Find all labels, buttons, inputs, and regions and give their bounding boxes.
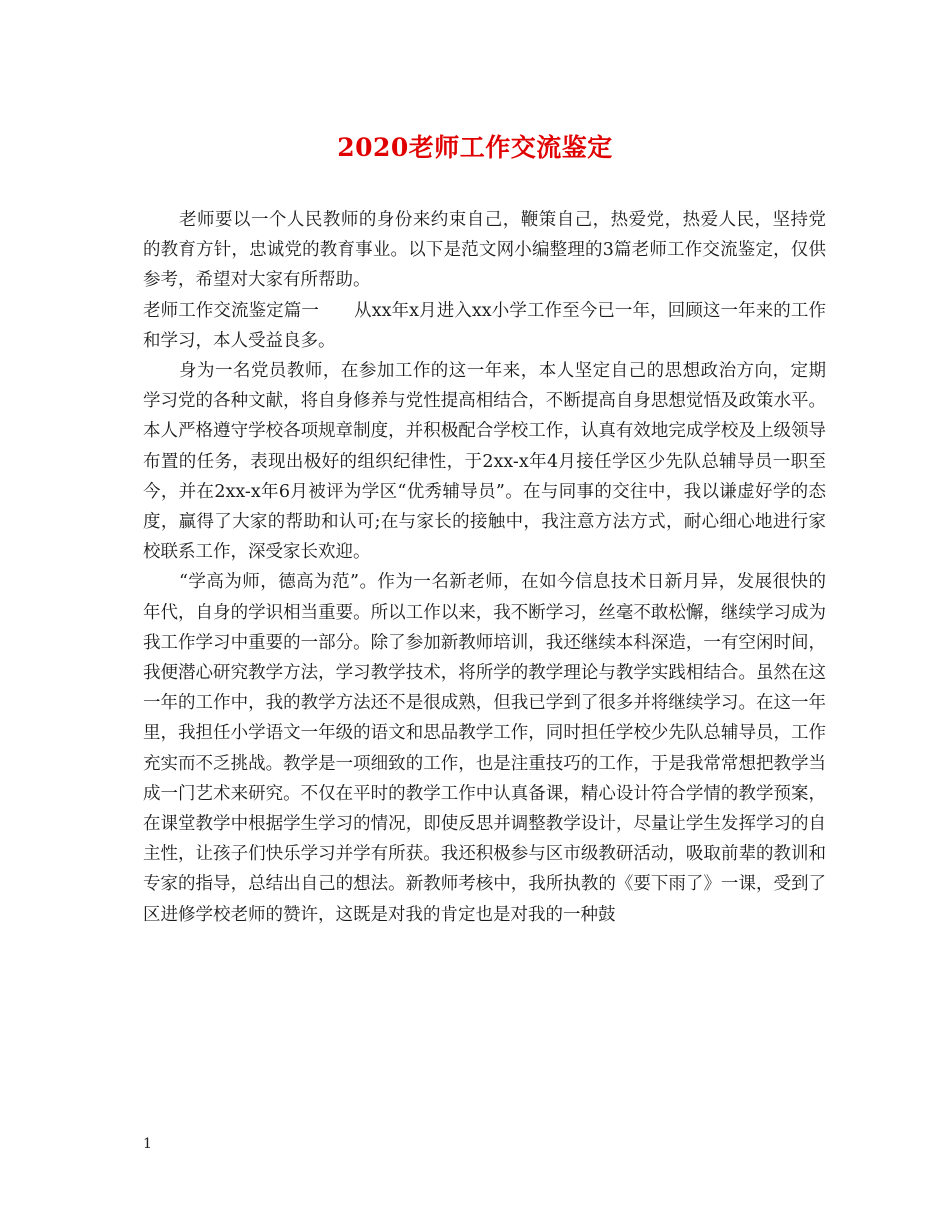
intro-paragraph: 老师要以一个人民教师的身份来约束自己，鞭策自己，热爱党，热爱人民，坚持党的教育方针，忠诚党的教育事业。以下是范文网小编整理的3篇老师工作交流鉴定，仅供参考，希望对大家有所帮助。 — [143, 210, 826, 291]
section-heading-paragraph: 老师工作交流鉴定篇一 从xx年x月进入xx小学工作至今已一年，回顾这一年来的工作和学习，本人受益良多。 — [143, 300, 826, 351]
body-paragraph: 身为一名党员教师，在参加工作的这一年来，本人坚定自己的思想政治方向，定期学习党的各种文献，将自身修养与党性提高相结合，不断提高自身思想觉悟及政策水平。本人严格遵守学校各项规章制度，并积极配合学校工作，认真有效地完成学校及上级领导布置的任务，表现出极好的组织纪律性，于2xx-x年4月接任学区少先队总辅导员一职至今，并在2xx-x年6月被评为学区“优秀辅导员”。在与同事的交往中，我以谦虚好学的态度，赢得了大家的帮助和认可;在与家长的接触中，我注意方法方式，耐心细心地进行家校联系工作，深受家长欢迎。 — [143, 361, 826, 563]
document-title: 2020老师工作交流鉴定 — [337, 133, 613, 162]
page-number: 1 — [143, 1136, 152, 1152]
body-paragraph: “学高为师，德高为范”。作为一名新老师，在如今信息技术日新月异，发展很快的年代，自身的学识相当重要。所以工作以来，我不断学习，丝毫不敢松懈，继续学习成为我工作学习中重要的一部分。除了参加新教师培训，我还继续本科深造，一有空闲时间，我便潜心研究教学方法，学习教学技术，将所学的教学理论与教学实践相结合。虽然在这一年的工作中，我的教学方法还不是很成熟，但我已学到了很多并将继续学习。在这一年里，我担任小学语文一年级的语文和思品教学工作，同时担任学校少先队总辅导员，工作充实而不乏挑战。教学是一项细致的工作，也是注重技巧的工作，于是我常常想把教学当成一门艺术来研究。不仅在平时的教学工作中认真备课，精心设计符合学情的教学预案，在课堂教学中根据学生学习的情况，即使反思并调整教学设计，尽量让学生发挥学习的自主性，让孩子们快乐学习并学有所获。我还积极参与区市级教研活动，吸取前辈的教训和专家的指导，总结出自己的想法。新教师考核中，我所执教的《要下雨了》一课，受到了区进修学校老师的赞许，这既是对我的肯定也是对我的一种鼓 — [143, 572, 826, 925]
document-body — [143, 205, 826, 930]
